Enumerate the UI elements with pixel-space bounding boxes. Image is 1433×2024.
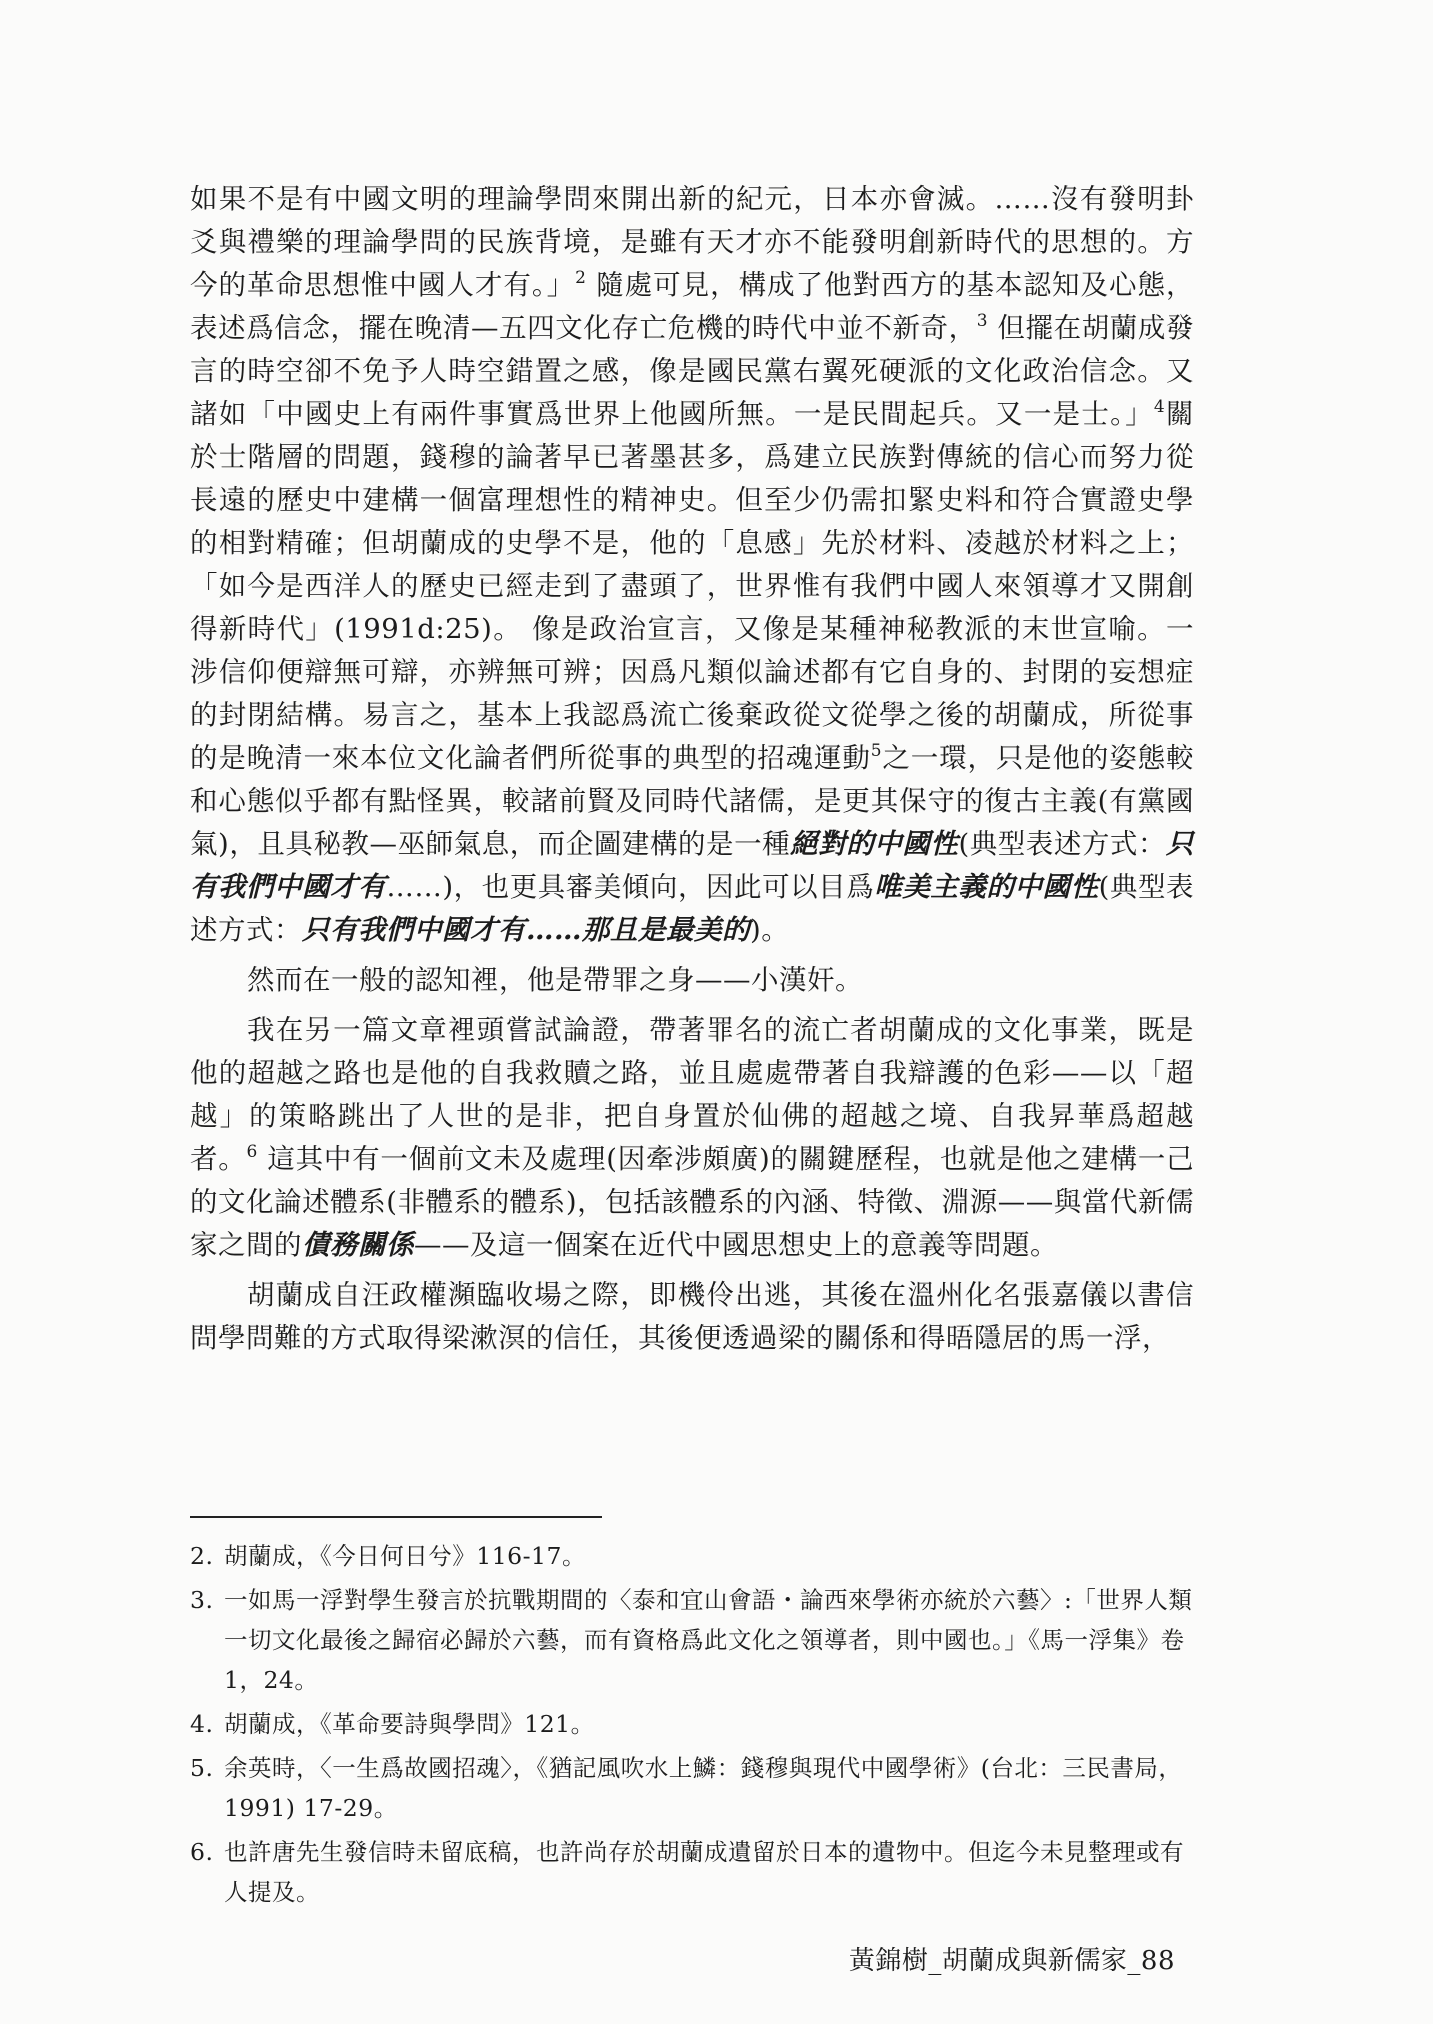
footnotes xyxy=(190,1536,1194,1916)
footnote-text: 胡蘭成，《今日何日兮》116-17。 xyxy=(224,1542,586,1570)
footnote-number: 6. xyxy=(190,1838,214,1866)
text-run: 之一環，只是他的姿態較和心態似乎都有點怪異，較諸前賢及同時代諸儒，是更其保守的復古主義(有黨國氣)，且具秘教—巫師氣息，而企圖建構的是一種 xyxy=(190,742,1194,860)
footnote-text: 胡蘭成，《革命要詩與學問》121。 xyxy=(224,1710,595,1738)
footnote-text: 余英時，〈一生爲故國招魂〉，《猶記風吹水上鱗：錢穆與現代中國學術》(台北：三民書局，1991) 17-29。 xyxy=(224,1754,1183,1822)
footnote-2 xyxy=(190,1536,1194,1576)
footnote-3 xyxy=(190,1580,1194,1700)
footnote-text: 也許唐先生發信時未留底稿，也許尚存於胡蘭成遺留於日本的遺物中。但迄今未見整理或有人提及。 xyxy=(224,1838,1184,1906)
emphasis-absolute-chineseness: 絕對的中國性 xyxy=(790,828,959,860)
text-run: 但擺在胡蘭成發言的時空卻不免予人時空錯置之感，像是國民黨右翼死硬派的文化政治信念。又諸如「中國史上有兩件事實爲世界上他國所無。一是民間起兵。又一是士。」 xyxy=(190,312,1195,430)
text-run: 這其中有一個前文未及處理(因牽涉頗廣)的關鍵歷程，也就是他之建構一己的文化論述體系(非體系的體系)，包括該體系的內涵、特徵、淵源——與當代新儒家之間的 xyxy=(190,1143,1194,1261)
text-run: ——及這一個案在近代中國思想史上的意義等問題。 xyxy=(414,1229,1058,1261)
text-run: (典型表述方式： xyxy=(190,871,1195,946)
text-run: ……)，也更具審美傾向，因此可以目爲 xyxy=(386,871,875,903)
text-run: 隨處可見，構成了他對西方的基本認知及心態，表述爲信念，擺在晚清—五四文化存亡危機的時代中並不新奇， xyxy=(190,269,1194,344)
paragraph-3 xyxy=(190,1009,1194,1267)
emphasis-debt-relation: 債務關係 xyxy=(302,1229,414,1261)
text-run: )。 xyxy=(750,914,790,946)
paragraph-1 xyxy=(190,178,1194,952)
footnote-ref-2[interactable]: 2 xyxy=(575,268,587,288)
running-footer: 黃錦樹_胡蘭成與新儒家_88 xyxy=(848,1946,1175,1976)
footnote-number: 2. xyxy=(190,1542,214,1570)
footnote-number: 3. xyxy=(190,1586,214,1614)
footnote-number: 5. xyxy=(190,1754,214,1782)
footnote-ref-5[interactable]: 5 xyxy=(870,741,883,761)
footnote-5 xyxy=(190,1748,1194,1828)
text-run: 關於士階層的問題，錢穆的論著早已著墨甚多，爲建立民族對傳統的信心而努力從長遠的歷史中建構一個富理想性的精神史。但至少仍需扣緊史料和符合實證史學的相對精確；但胡蘭成的史學不是，他的「息感」先於材料、凌越於材料之上；「如今是西洋人的歷史已經走到了盡頭了，世界惟有我們中國人來領導才又開創得新時代」(1991d:25)。 像是政治宣言，又像是某種神秘教派的末世宣喻。一涉信仰便辯無可辯，亦辨無可辨；因爲凡類似論述都有它自身的、封閉的妄想症的封閉結構。易言之，基本上我認爲流亡後棄政從文從學之後的胡蘭成，所從事的是晚清一來本位文化論者們所從事的典型的招魂運動 xyxy=(190,398,1195,774)
emphasis-most-beautiful: 只有我們中國才有……那且是最美的 xyxy=(302,914,750,946)
footnote-text: 一如馬一浮對學生發言於抗戰期間的〈泰和宜山會語・論西來學術亦統於六藝〉:「世界人類一切文化最後之歸宿必歸於六藝，而有資格爲此文化之領導者，則中國也。」《馬一浮集》卷 1，24。 xyxy=(224,1586,1193,1694)
text-run: (典型表述方式： xyxy=(958,828,1167,860)
text-run: 我在另一篇文章裡頭嘗試論證，帶著罪名的流亡者胡蘭成的文化事業，既是他的超越之路也是他的自我救贖之路，並且處處帶著自我辯護的色彩——以「超越」的策略跳出了人世的是非，把自身置於仙佛的超越之境、自我昇華爲超越者。 xyxy=(190,1014,1194,1175)
emphasis-aesthetic-chineseness: 唯美主義的中國性 xyxy=(874,871,1099,903)
footnote-number: 4. xyxy=(190,1710,214,1738)
paragraph-2: 然而在一般的認知裡，他是帶罪之身——小漢奸。 xyxy=(247,964,863,996)
footnote-ref-6[interactable]: 6 xyxy=(246,1142,258,1162)
footnote-ref-4[interactable]: 4 xyxy=(1153,397,1166,417)
footnote-4 xyxy=(190,1704,1194,1744)
text-run: 如果不是有中國文明的理論學問來開出新的紀元，日本亦會滅。……沒有發明卦爻與禮樂的理論學問的民族背境，是雖有天才亦不能發明創新時代的思想的。方今的革命思想惟中國人才有。」 xyxy=(190,183,1194,301)
paragraph-4: 胡蘭成自汪政權瀕臨收場之際，即機伶出逃，其後在溫州化名張嘉儀以書信問學問難的方式取得梁漱溟的信任，其後便透過梁的關係和得晤隱居的馬一浮， xyxy=(190,1279,1194,1354)
footnote-6 xyxy=(190,1832,1194,1912)
emphasis-only-china: 只有我們中國才有 xyxy=(190,828,1195,903)
body-text xyxy=(190,178,1194,1360)
footnote-ref-3[interactable]: 3 xyxy=(976,311,989,331)
footnote-divider xyxy=(190,1516,602,1518)
